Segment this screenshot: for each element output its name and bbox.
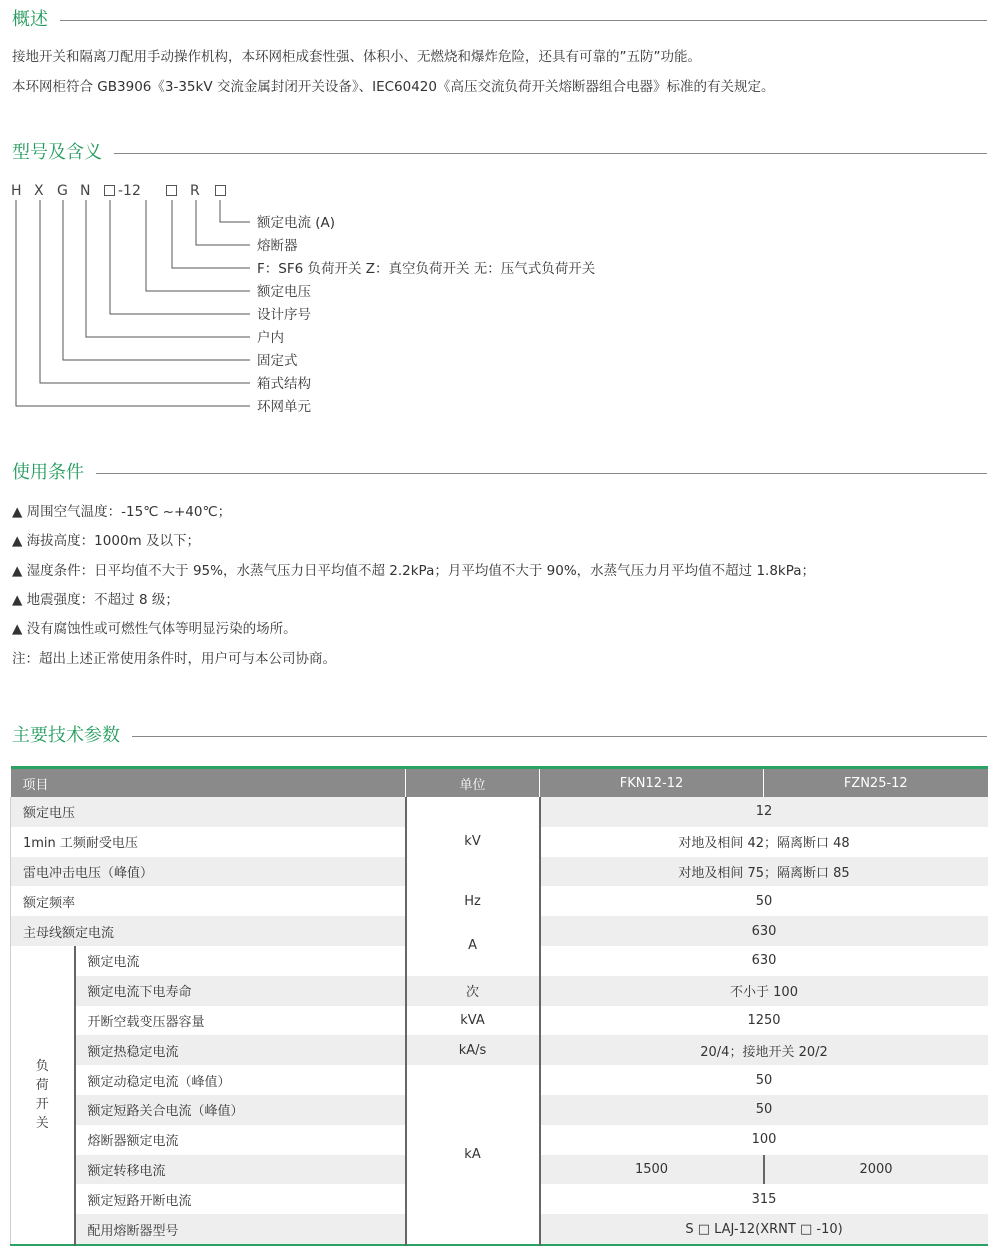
condition-item: ▲ 海拔高度：1000m 及以下；: [12, 533, 200, 549]
model-leader-lines: [0, 0, 260, 420]
table-row: [11, 1035, 988, 1065]
model-char-g: G: [57, 183, 68, 199]
model-legend-item: 设计序号: [257, 307, 311, 323]
row-name: 熔断器额定电流: [75, 1125, 406, 1155]
row-value: 对地及相间 75；隔离断口 85: [540, 857, 988, 887]
table-header-row: [11, 768, 988, 798]
condition-item: ▲ 没有腐蚀性或可燃性气体等明显污染的场所。: [12, 621, 297, 637]
section-title: 主要技术参数: [12, 724, 132, 748]
row-name: 额定动稳定电流（峰值）: [75, 1065, 406, 1095]
row-name: 1min 工频耐受电压: [11, 827, 406, 857]
row-value: 50: [540, 1095, 988, 1125]
header-unit: 单位: [406, 768, 540, 798]
header-item: 项目: [11, 768, 406, 798]
row-value-fzn25: 2000: [764, 1155, 988, 1185]
row-value: 630: [540, 916, 988, 946]
table-row: [11, 976, 988, 1006]
row-value: 1250: [540, 1006, 988, 1036]
row-name: 额定短路关合电流（峰值）: [75, 1095, 406, 1125]
unit-cell: kVA: [406, 1006, 540, 1036]
section-title: 型号及含义: [12, 141, 114, 165]
model-legend-item: 户内: [257, 330, 284, 346]
row-name: 额定短路开断电流: [75, 1184, 406, 1214]
header-fzn25: FZN25-12: [764, 768, 988, 798]
table-row: [11, 1006, 988, 1036]
model-char-n: N: [80, 183, 91, 199]
row-value: 20/4；接地开关 20/2: [540, 1035, 988, 1065]
condition-note: 注：超出上述正常使用条件时，用户可与本公司协商。: [12, 651, 336, 667]
row-value: 315: [540, 1184, 988, 1214]
condition-item: ▲ 地震强度：不超过 8 级；: [12, 592, 179, 608]
row-value: 50: [540, 1065, 988, 1095]
model-char-x: X: [34, 183, 44, 199]
section-title: 概述: [12, 8, 60, 32]
row-name: 雷电冲击电压（峰值）: [11, 857, 406, 887]
group-label-char: 负: [35, 1058, 49, 1074]
row-name: 主母线额定电流: [11, 916, 406, 946]
table-row: [11, 797, 988, 827]
unit-cell: kA/s: [406, 1035, 540, 1065]
model-legend-item: 环网单元: [257, 399, 311, 415]
row-value: 12: [540, 797, 988, 827]
overview-line-1: 接地开关和隔离刀配用手动操作机构，本环网柜成套性强、体积小、无燃烧和爆炸危险，还具有可靠的”五防”功能。: [12, 49, 701, 65]
section-specs-header: [12, 724, 987, 748]
overview-line-2: 本环网柜符合 GB3906《3-35kV 交流金属封闭开关设备》、IEC60420《高压交流负荷开关熔断器组合电器》标准的有关规定。: [12, 79, 775, 95]
row-name: 额定电流下电寿命: [75, 976, 406, 1006]
group-label-load-switch: [11, 946, 75, 1245]
row-value-fkn12: 1500: [540, 1155, 764, 1185]
table-row: [11, 916, 988, 946]
section-conditions-header: [12, 461, 987, 485]
row-value: 对地及相间 42；隔离断口 48: [540, 827, 988, 857]
spec-table: [10, 766, 988, 1246]
model-legend-item: 额定电压: [257, 284, 311, 300]
row-name: 额定热稳定电流: [75, 1035, 406, 1065]
unit-cell: 次: [406, 976, 540, 1006]
row-value: S □ LAJ-12(XRNT □ -10): [540, 1214, 988, 1245]
row-name: 开断空载变压器容量: [75, 1006, 406, 1036]
group-label-char: 开: [35, 1096, 49, 1112]
model-legend-item: 熔断器: [257, 238, 298, 254]
row-value: 不小于 100: [540, 976, 988, 1006]
section-divider: [12, 473, 987, 474]
table-row: [11, 886, 988, 916]
table-row: [11, 1065, 988, 1095]
condition-item: ▲ 周围空气温度：-15℃ ~+40℃；: [12, 504, 232, 520]
condition-item: ▲ 湿度条件：日平均值不大于 95%，水蒸气压力日平均值不超 2.2kPa；月平均值不大于 90%，水蒸气压力月平均值不超过 1.8kPa；: [12, 563, 816, 579]
group-label-char: 关: [35, 1115, 49, 1131]
model-char-h: H: [11, 183, 22, 199]
row-value: 630: [540, 946, 988, 976]
row-name: 额定转移电流: [75, 1155, 406, 1185]
row-name: 额定电压: [11, 797, 406, 827]
header-fkn12: FKN12-12: [540, 768, 764, 798]
unit-cell: kA: [406, 1065, 540, 1245]
row-name: 额定频率: [11, 886, 406, 916]
model-legend-item: F：SF6 负荷开关 Z：真空负荷开关 无：压气式负荷开关: [257, 261, 596, 277]
section-title: 使用条件: [12, 461, 96, 485]
unit-cell: kV: [406, 797, 540, 886]
group-label-char: 荷: [35, 1077, 49, 1093]
model-legend-item: 固定式: [257, 353, 298, 369]
model-legend-item: 额定电流 (A): [257, 215, 336, 231]
row-name: 额定电流: [75, 946, 406, 976]
unit-cell: Hz: [406, 886, 540, 916]
row-value: 100: [540, 1125, 988, 1155]
unit-cell: A: [406, 916, 540, 976]
model-char-12: -12: [118, 183, 141, 199]
model-char-r: R: [190, 183, 200, 199]
model-legend-item: 箱式结构: [257, 376, 311, 392]
row-value: 50: [540, 886, 988, 916]
row-name: 配用熔断器型号: [75, 1214, 406, 1245]
section-divider: [12, 736, 987, 737]
